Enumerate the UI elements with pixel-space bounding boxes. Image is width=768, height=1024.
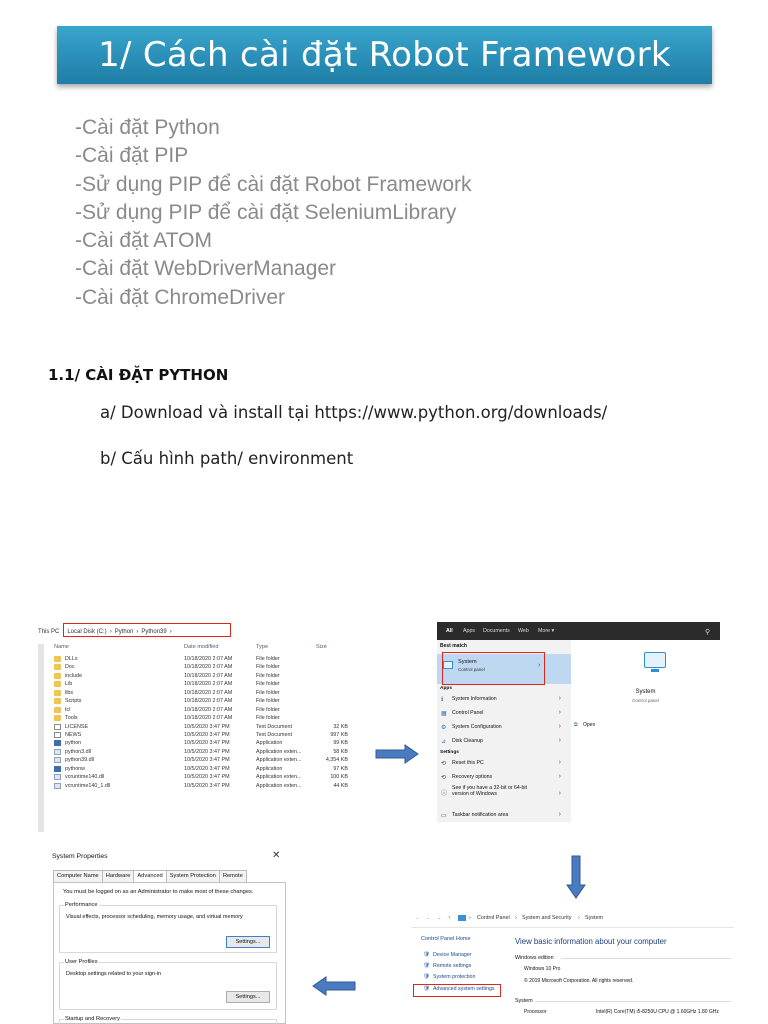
file-row <box>38 714 362 722</box>
chevron-right-icon: › <box>578 915 580 921</box>
result-label: Control Panel <box>452 710 484 716</box>
file-date: 10/5/2020 3:47 PM <box>184 748 230 755</box>
breadcrumb-item: System <box>585 915 603 921</box>
step-b-text: b/ Cấu hình path/ environment <box>100 449 354 468</box>
dll-icon <box>54 783 61 789</box>
file-size: 32 KB <box>333 723 348 730</box>
result-item <box>437 770 571 784</box>
folder-icon <box>54 690 61 696</box>
file-name: vcruntime140.dll <box>65 774 105 781</box>
link-label: Device Manager <box>433 952 472 958</box>
file-name: python <box>65 740 82 747</box>
chevron-right-icon: › <box>136 629 139 635</box>
file-size: 997 KB <box>330 731 348 738</box>
file-row <box>38 672 362 680</box>
section-heading: 1.1/ CÀI ĐẶT PYTHON <box>48 366 229 384</box>
breadcrumb-item: This PC <box>38 629 60 635</box>
chevron-right-icon: › <box>515 915 517 921</box>
search-results <box>437 640 571 822</box>
file-size: 44 KB <box>333 782 348 789</box>
group-label: User Profiles <box>65 959 98 965</box>
file-type: Application exten... <box>256 757 302 764</box>
result-item <box>437 784 571 804</box>
address-bar <box>411 913 734 925</box>
folder-icon <box>54 715 61 721</box>
preview-pane <box>571 640 720 822</box>
file-row <box>38 748 362 756</box>
windows-search-screenshot <box>437 622 720 822</box>
step-item: -Cài đặt PIP <box>75 144 189 168</box>
best-match-label: Best match <box>440 643 467 649</box>
window-title: System Properties <box>52 853 108 860</box>
step-item: -Cài đặt ATOM <box>75 229 212 253</box>
file-name: python39.dll <box>65 757 95 764</box>
chevron-right-icon: › <box>558 709 561 716</box>
step-item: -Sử dụng PIP để cài đặt SeleniumLibrary <box>75 200 457 224</box>
file-row <box>38 689 362 697</box>
result-label: Reset this PC <box>452 760 484 766</box>
file-name: Tools <box>65 715 78 722</box>
file-date: 10/5/2020 3:47 PM <box>184 765 230 772</box>
close-icon: ✕ <box>272 850 281 861</box>
file-row <box>38 731 362 739</box>
breadcrumb-item: System and Security <box>522 915 572 921</box>
group-description: Desktop settings related to your sign-in <box>66 971 162 977</box>
tab-remote: Remote <box>219 870 247 882</box>
file-date: 10/18/2020 2:07 AM <box>184 656 233 662</box>
edition-label: Windows edition <box>515 955 554 961</box>
file-type: File folder <box>256 664 280 671</box>
file-row <box>38 680 362 688</box>
file-name: DLLs <box>65 656 78 662</box>
file-row <box>38 782 362 790</box>
chevron-right-icon: › <box>469 915 471 921</box>
link-label: Remote settings <box>433 963 472 969</box>
chevron-right-icon: › <box>558 773 561 780</box>
edition-value: Windows 10 Pro <box>524 966 561 972</box>
settings-button: Settings... <box>226 991 270 1003</box>
file-size: 99 KB <box>333 740 348 747</box>
file-type: File folder <box>256 706 280 713</box>
file-date: 10/5/2020 3:47 PM <box>184 740 230 747</box>
feedback-icon: ⚲ <box>705 629 711 636</box>
file-type: File folder <box>256 672 280 679</box>
folder-icon <box>54 707 61 713</box>
dll-icon <box>54 757 61 763</box>
tab-web: Web <box>518 628 529 634</box>
column-headers <box>38 642 362 653</box>
result-label: System Information <box>452 696 497 702</box>
document-icon <box>54 732 61 738</box>
control-panel-icon: ▦ <box>441 711 447 717</box>
page-title: 1/ Cách cài đặt Robot Framework <box>98 35 671 75</box>
highlight-box <box>413 984 501 997</box>
file-row <box>38 697 362 705</box>
file-row <box>38 723 362 731</box>
breadcrumb-item: Local Disk (C:) <box>67 629 107 635</box>
file-date: 10/18/2020 2:07 AM <box>184 698 233 705</box>
user-profiles-group <box>59 959 277 1010</box>
chevron-right-icon: › <box>109 629 112 635</box>
settings-label: Settings <box>440 750 459 755</box>
tab-advanced: Advanced <box>133 870 166 882</box>
file-type: Application <box>256 740 283 747</box>
shield-icon: 🛡 <box>423 963 431 969</box>
file-row <box>38 773 362 781</box>
file-date: 10/5/2020 3:47 PM <box>184 782 230 789</box>
file-name: vcruntime140_1.dll <box>65 782 111 789</box>
result-label: System Configuration <box>452 724 502 730</box>
breadcrumb-item: Control Panel <box>477 915 510 921</box>
step-a-text: a/ Download và install tại https://www.python.org/downloads/ <box>100 403 608 422</box>
tab-all: All <box>446 628 453 634</box>
divider <box>411 927 734 928</box>
recovery-icon: ⟲ <box>441 775 447 781</box>
file-row <box>38 663 362 671</box>
group-label: Performance <box>65 902 98 908</box>
file-date: 10/5/2020 3:47 PM <box>184 774 230 781</box>
result-label: See if you have a 32-bit or 64-bit version of Windows <box>452 785 527 797</box>
chevron-right-icon: › <box>558 811 561 818</box>
chevron-right-icon: › <box>558 737 561 744</box>
settings-button: Settings... <box>226 936 270 948</box>
monitor-icon <box>644 652 666 668</box>
file-date: 10/18/2020 2:07 AM <box>184 689 233 696</box>
highlight-box <box>63 623 231 637</box>
gear-icon: ⚙ <box>441 725 447 731</box>
file-name: NEWS <box>65 731 82 738</box>
file-type: Application exten... <box>256 782 302 789</box>
group-description: Visual effects, processor scheduling, memory usage, and virtual memory <box>66 914 243 920</box>
best-match-sub: Control panel <box>458 667 485 672</box>
disk-cleanup-icon: ⊿ <box>441 739 447 745</box>
result-item <box>437 720 571 734</box>
shield-icon: 🛡 <box>423 974 431 980</box>
file-size: 97 KB <box>333 765 348 772</box>
open-action: Open <box>583 722 596 728</box>
file-name: tcl <box>65 706 71 713</box>
file-name: libs <box>65 689 74 696</box>
result-label: Disk Cleanup <box>452 738 483 744</box>
file-type: File folder <box>256 715 280 722</box>
explorer-screenshot <box>38 622 362 832</box>
startup-recovery-group <box>59 1016 277 1024</box>
file-row <box>38 756 362 764</box>
chevron-right-icon: › <box>538 662 541 669</box>
up-icon: ↑ <box>448 915 451 921</box>
file-type: Application <box>256 765 283 772</box>
file-row <box>38 765 362 773</box>
result-item <box>437 756 571 770</box>
step-item: -Cài đặt Python <box>75 116 220 139</box>
control-panel-screenshot <box>411 908 734 1024</box>
copyright-text: © 2019 Microsoft Corporation. All rights reserved. <box>524 978 634 984</box>
chevron-right-icon: › <box>169 629 172 635</box>
file-type: Application exten... <box>256 748 302 755</box>
chevron-right-icon: › <box>558 695 561 702</box>
best-match-name: System <box>458 659 477 665</box>
folder-icon <box>54 656 61 662</box>
highlight-box <box>442 652 545 685</box>
title-banner <box>57 26 712 84</box>
file-name: Doc <box>65 664 75 671</box>
folder-icon <box>54 664 61 670</box>
processor-value: Intel(R) Core(TM) i5-8250U CPU @ 1.60GHz 1.80 GHz <box>596 1009 719 1015</box>
breadcrumb-item: Python39 <box>141 629 167 635</box>
file-size: 100 KB <box>330 774 348 781</box>
file-row <box>38 655 362 663</box>
arrow-left-icon <box>312 976 356 996</box>
tab-hardware: Hardware <box>102 870 135 882</box>
shield-icon: 🛡 <box>423 952 431 958</box>
dll-icon <box>54 774 61 780</box>
chevron-right-icon: › <box>558 790 561 797</box>
back-icon: ← <box>415 915 421 921</box>
dll-icon <box>54 749 61 755</box>
apps-label: Apps <box>440 686 452 691</box>
result-label: Taskbar notification area <box>452 812 509 818</box>
file-type: File folder <box>256 689 280 696</box>
chevron-right-icon: › <box>558 723 561 730</box>
preview-sub: Control panel <box>632 698 659 703</box>
tab-documents: Documents <box>483 628 510 634</box>
file-date: 10/5/2020 3:47 PM <box>184 723 230 730</box>
info-icon: ℹ <box>441 697 444 703</box>
link-label: Advanced system settings <box>433 986 495 992</box>
search-tabs <box>437 622 720 640</box>
column-header: Type <box>256 644 269 650</box>
python-icon <box>54 740 61 746</box>
file-type: File folder <box>256 698 280 705</box>
steps-list <box>75 114 472 312</box>
python-icon <box>54 766 61 772</box>
file-name: python3.dll <box>65 748 92 755</box>
column-header: Name <box>54 644 69 650</box>
tab-computer-name: Computer Name <box>53 870 103 882</box>
column-header: Date modified <box>184 644 219 650</box>
result-item <box>437 734 571 748</box>
file-name: LICENSE <box>65 723 89 730</box>
taskbar-icon: ▭ <box>441 813 447 819</box>
step-item: -Cài đặt WebDriverManager <box>75 257 337 281</box>
file-list <box>38 655 362 790</box>
arrow-down-icon <box>566 855 586 899</box>
file-row <box>38 739 362 747</box>
file-type: Application exten... <box>256 774 302 781</box>
file-type: File folder <box>256 681 280 688</box>
folder-icon <box>54 681 61 687</box>
tab-apps: Apps <box>463 628 476 634</box>
result-label: Recovery options <box>452 774 493 780</box>
file-row <box>38 706 362 714</box>
file-date: 10/18/2020 2:07 AM <box>184 672 233 679</box>
tab-strip <box>53 870 246 882</box>
reset-icon: ⟲ <box>441 761 447 767</box>
file-name: Scripts <box>65 698 82 705</box>
admin-note: You must be logged on as an Administrator to make most of these changes. <box>63 889 254 895</box>
tab-system-protection: System Protection <box>166 870 220 882</box>
file-size: 4,354 KB <box>325 757 348 764</box>
computer-icon <box>458 915 466 921</box>
step-item: -Cài đặt ChromeDriver <box>75 285 286 309</box>
system-label: System <box>515 998 533 1004</box>
step-item: -Sử dụng PIP để cài đặt Robot Framework <box>75 172 472 196</box>
file-date: 10/5/2020 3:47 PM <box>184 731 230 738</box>
link-label: System protection <box>433 974 476 980</box>
file-date: 10/18/2020 2:07 AM <box>184 715 233 722</box>
forward-icon: → <box>425 915 431 921</box>
open-icon: ⧉ <box>574 722 578 728</box>
performance-group <box>59 902 277 953</box>
file-type: File folder <box>256 656 280 662</box>
chevron-right-icon: › <box>62 629 65 635</box>
breadcrumb-item: Python <box>114 629 134 635</box>
file-date: 10/18/2020 2:07 AM <box>184 681 233 688</box>
control-panel-home-link: Control Panel Home <box>421 936 471 942</box>
chevron-down-icon: ⌄ <box>437 915 442 921</box>
folder-icon <box>54 698 61 704</box>
arrow-right-icon <box>375 744 419 764</box>
column-header: Size <box>316 644 327 650</box>
file-name: include <box>65 672 83 679</box>
file-size: 58 KB <box>333 748 348 755</box>
chevron-right-icon: › <box>558 759 561 766</box>
file-type: Text Document <box>256 731 292 738</box>
document-icon <box>54 724 61 730</box>
file-date: 10/18/2020 2:07 AM <box>184 664 233 671</box>
system-properties-screenshot <box>38 848 286 1024</box>
tab-more: More ▾ <box>538 628 555 634</box>
info-icon: ⓘ <box>441 791 448 797</box>
file-name: pythonw <box>65 765 86 772</box>
preview-name: System <box>635 689 656 695</box>
advanced-panel <box>53 882 286 1024</box>
folder-icon <box>54 673 61 679</box>
result-item <box>437 692 571 706</box>
file-type: Text Document <box>256 723 292 730</box>
file-date: 10/5/2020 3:47 PM <box>184 757 230 764</box>
divider <box>535 1001 731 1002</box>
result-item <box>437 706 571 720</box>
file-date: 10/18/2020 2:07 AM <box>184 706 233 713</box>
shield-icon: 🛡 <box>423 986 431 992</box>
file-name: Lib <box>65 681 73 688</box>
divider <box>561 958 731 959</box>
section-title: View basic information about your computer <box>515 937 667 946</box>
group-label: Startup and Recovery <box>65 1016 121 1022</box>
processor-label: Processor <box>524 1009 547 1015</box>
result-item <box>437 808 571 822</box>
